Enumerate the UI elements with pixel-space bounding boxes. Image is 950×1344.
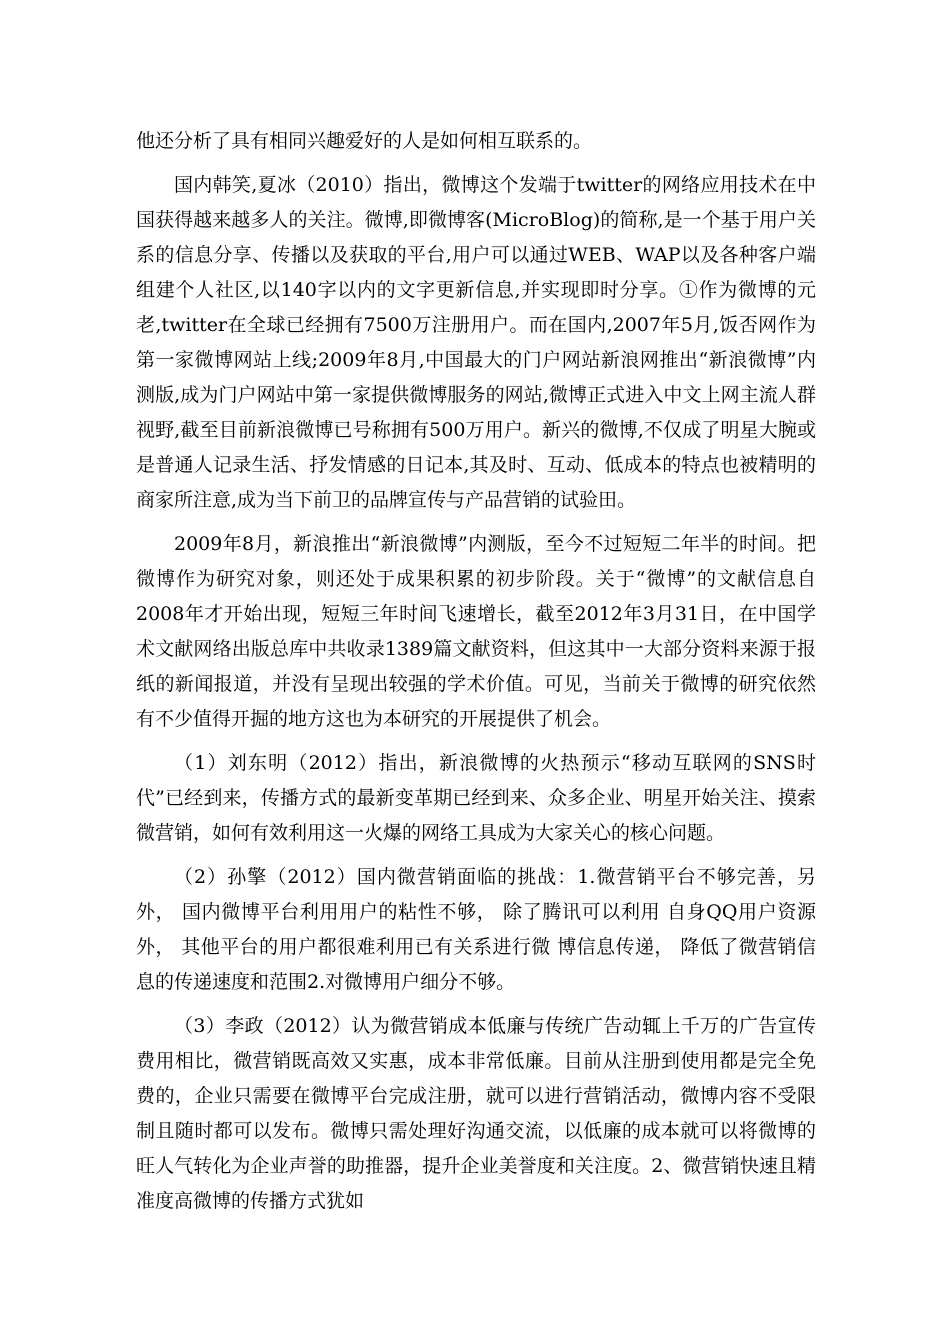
paragraph-2: 国内韩笑,夏冰（2010）指出，微博这个发端于twitter的网络应用技术在中国获得越来越多人的关注。微博,即微博客(MicroBlog)的简称,是一个基于用户关系的信息分享、传播以及获取的平台,用户可以通过WEB、WAP以及各种客户端组建个人社区,以140字以内的文字更新信息,并实现即时分享。①作为微博的元老,twitter在全球已经拥有7500万注册用户。而在国内,2007年5月,饭否网作为第一家微博网站上线;2009年8月,中国最大的门户网站新浪网推出“新浪微博”内测版,成为门户网站中第一家提供微博服务的网站,微博正式进入中文上网主流人群视野,截至目前新浪微博已号称拥有500万用户。新兴的微博,不仅成了明星大腕或是普通人记录生活、抒发情感的日记本,其及时、互动、低成本的特点也被精明的商家所注意,成为当下前卫的品牌宣传与产品营销的试验田。 <box>136 174 816 511</box>
document-body <box>136 124 816 1228</box>
paragraph-4: （1）刘东明（2012）指出，新浪微博的火热预示“移动互联网的SNS时代”已经到来，传播方式的最新变革期已经到来、众多企业、明星开始关注、摸索微营销，如何有效利用这一火爆的网络工具成为大家关心的核心问题。 <box>136 752 816 844</box>
paragraph-3: 2009年8月，新浪推出“新浪微博”内测版，至今不过短短二年半的时间。把微博作为研究对象，则还处于成果积累的初步阶段。关于“微博”的文献信息自2008年才开始出现，短短三年时间飞速增长，截至2012年3月31日，在中国学术文献网络出版总库中共收录1389篇文献资料，但这其中一大部分资料来源于报纸的新闻报道，并没有呈现出较强的学术价值。可见，当前关于微博的研究依然有不少值得开掘的地方这也为本研究的开展提供了机会。 <box>136 533 816 730</box>
paragraph-1: 他还分析了具有相同兴趣爱好的人是如何相互联系的。 <box>136 130 593 152</box>
paragraph-6: （3）李政（2012）认为微营销成本低廉与传统广告动辄上千万的广告宣传费用相比，微营销既高效又实惠，成本非常低廉。目前从注册到使用都是完全免费的，企业只需要在微博平台完成注册，就可以进行营销活动，微博内容不受限制且随时都可以发布。微博只需处理好沟通交流，以低廉的成本就可以将微博的旺人气转化为企业声誉的助推器，提升企业美誉度和关注度。2、微营销快速且精准度高微博的传播方式犹如 <box>136 1015 816 1212</box>
paragraph-5: （2）孙擎（2012）国内微营销面临的挑战：1.微营销平台不够完善，另外， 国内微博平台利用用户的粘性不够， 除了腾讯可以利用 自身QQ用户资源外， 其他平台的用户都很难利用已有关系进行微 博信息传递， 降低了微营销信息的传递速度和范围2.对微博用户细分不够。 <box>136 866 816 993</box>
